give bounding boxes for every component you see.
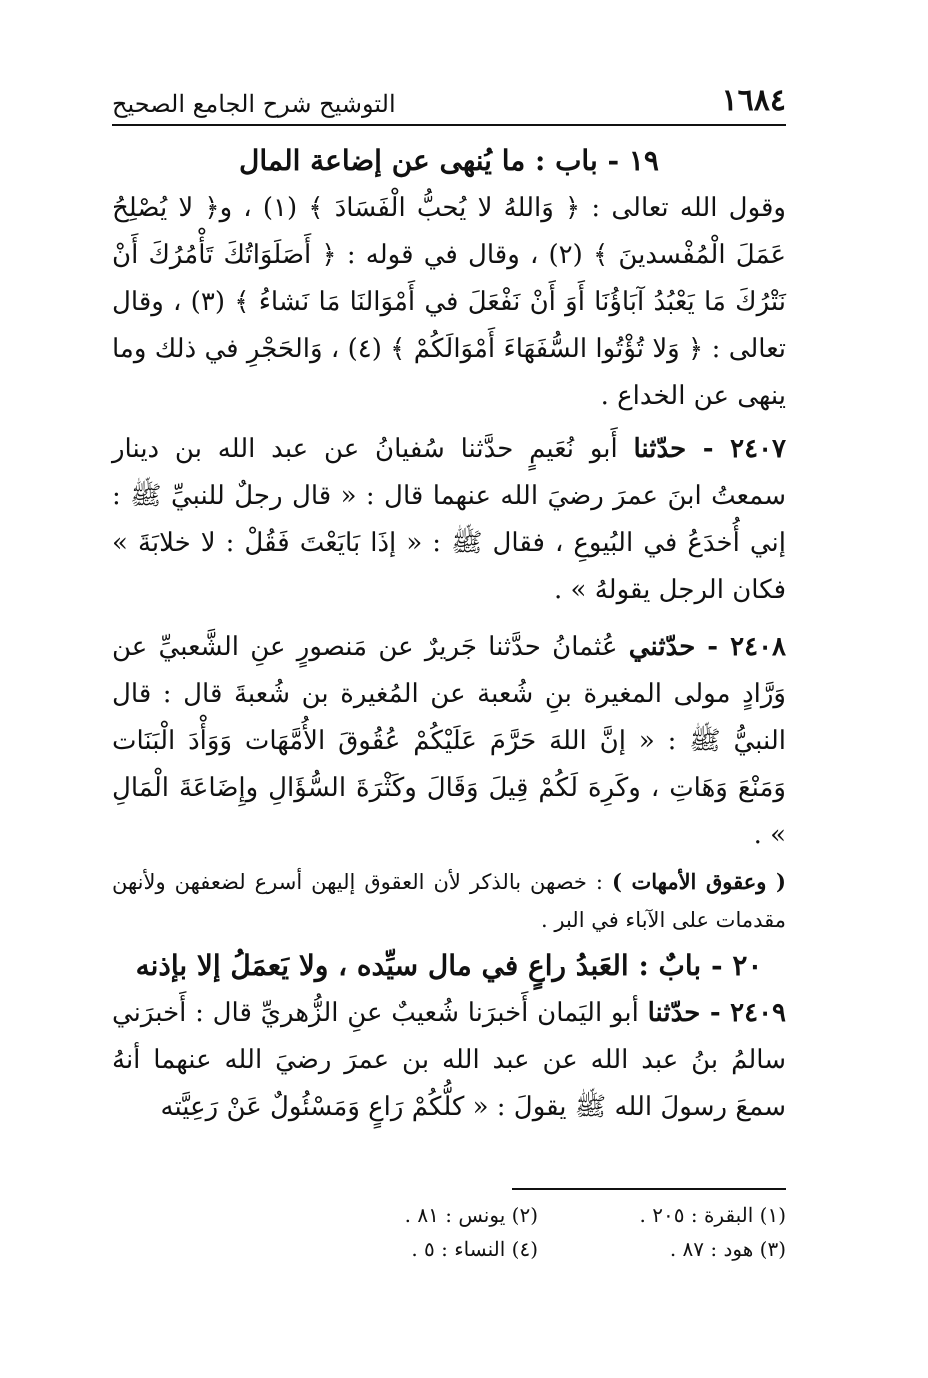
hadith-2407-number: ٢٤٠٧ - حدّثنا xyxy=(633,434,786,464)
main-text xyxy=(112,140,786,1131)
chapter-intro-paragraph: وقول الله تعالى : ﴿ وَاللهُ لا يُحبُّ الْفَسَادَ ﴾ (١) ، و﴿ لا يُصْلِحُ عَمَلَ الْمُفْسدينَ ﴾ (٢) ، وقال في قوله : ﴿ أَصَلَوَاتُكَ تَأْمُرُكَ أَنْ نَتْرُكَ مَا يَعْبُدُ آبَاؤُنَا أَوَ أَنْ نَفْعَلَ في أَمْوَالنَا مَا نَشاءُ ﴾ (٣) ، وقال تعالى : ﴿ وَلا تُؤْتُوا السُّفَهَاءَ أَمْوَالَكُمْ ﴾ (٤) ، وَالحَجْرِ في ذلك وما ينهى عن الخداع . xyxy=(112,193,786,411)
page-number: ١٦٨٤ xyxy=(721,83,786,118)
hadith-2407 xyxy=(112,426,786,614)
running-title: التوشيح شرح الجامع الصحيح xyxy=(112,90,396,118)
footnotes xyxy=(290,1200,786,1264)
hadith-2407-text: أَبو نُعَيمٍ حدَّثنا سُفيانُ عن عبد الله بن دينار سمعتُ ابنَ عمرَ رضيَ الله عنهما قال : « قال رجلٌ للنبيِّ ﷺ : إني أُخدَعُ في البُيوعِ ، فقال ﷺ : « إذَا بَايَعْتَ فَقُلْ : لا خلابَةَ » فكان الرجل يقولهُ » . xyxy=(112,434,786,605)
footnote-4: (٤) النساء : ٥ . xyxy=(411,1237,538,1261)
footnote-1: (١) البقرة : ٢٠٥ . xyxy=(639,1203,786,1227)
commentary-text: : خصهن بالذكر لأن العقوق إليهن أسرع لضعفهن ولأنهن مقدمات على الآباء في البر . xyxy=(112,870,786,932)
hadith-2409 xyxy=(112,990,786,1131)
hadith-2409-number: ٢٤٠٩ - حدّثنا xyxy=(647,998,787,1028)
hadith-2409-text: أبو اليَمان أَخبرَنا شُعيبٌ عنِ الزُّهريِّ قال : أَخبرَني سالمُ بنُ عبد الله عن عبد الله بن عمرَ رضيَ الله عنهما أنهُ سمعَ رسولَ الله ﷺ يقولَ : « كلُّكُمْ رَاعٍ وَمَسْئُولٌ عَنْ رَعِيَّته xyxy=(112,998,786,1122)
footnote-2: (٢) يونس : ٨١ . xyxy=(404,1203,538,1227)
commentary-note xyxy=(112,863,786,939)
commentary-term: ( وعقوق الأمهات ) xyxy=(611,869,786,894)
hadith-2408-text: عُثمانُ حدَّثنا جَريرٌ عن مَنصورٍ عنِ الشَّعبيِّ عن وَرَّادٍ مولى المغيرة بنِ شُعبة عن المُغيرة بن شُعبةَ قال : قال النبيُّ ﷺ : « إنَّ اللهَ حَرَّمَ عَلَيْكُمْ عُقُوقَ الأُمَّهَات وَوَأْدَ الْبَنَات وَمَنْعَ وَهَاتِ ، وكَرِهَ لَكُمْ قِيلَ وَقَالَ وكَثْرَةَ السُّؤَالِ وإِضَاعَةَ الْمَالِ » . xyxy=(112,632,786,850)
hadith-2408 xyxy=(112,624,786,859)
footnote-3: (٣) هود : ٨٧ . xyxy=(669,1237,786,1261)
hadith-2408-number: ٢٤٠٨ - حدّثني xyxy=(628,632,787,662)
chapter-heading-19: ١٩ - باب : ما يُنهى عن إضاعة المال xyxy=(239,144,659,177)
chapter-heading-20: ٢٠ - بابٌ : العَبدُ راعٍ في مال سيِّده ، ولا يَعمَلُ إلا بإذنه xyxy=(135,949,763,982)
page-header xyxy=(112,78,786,126)
footnote-divider xyxy=(512,1188,786,1190)
